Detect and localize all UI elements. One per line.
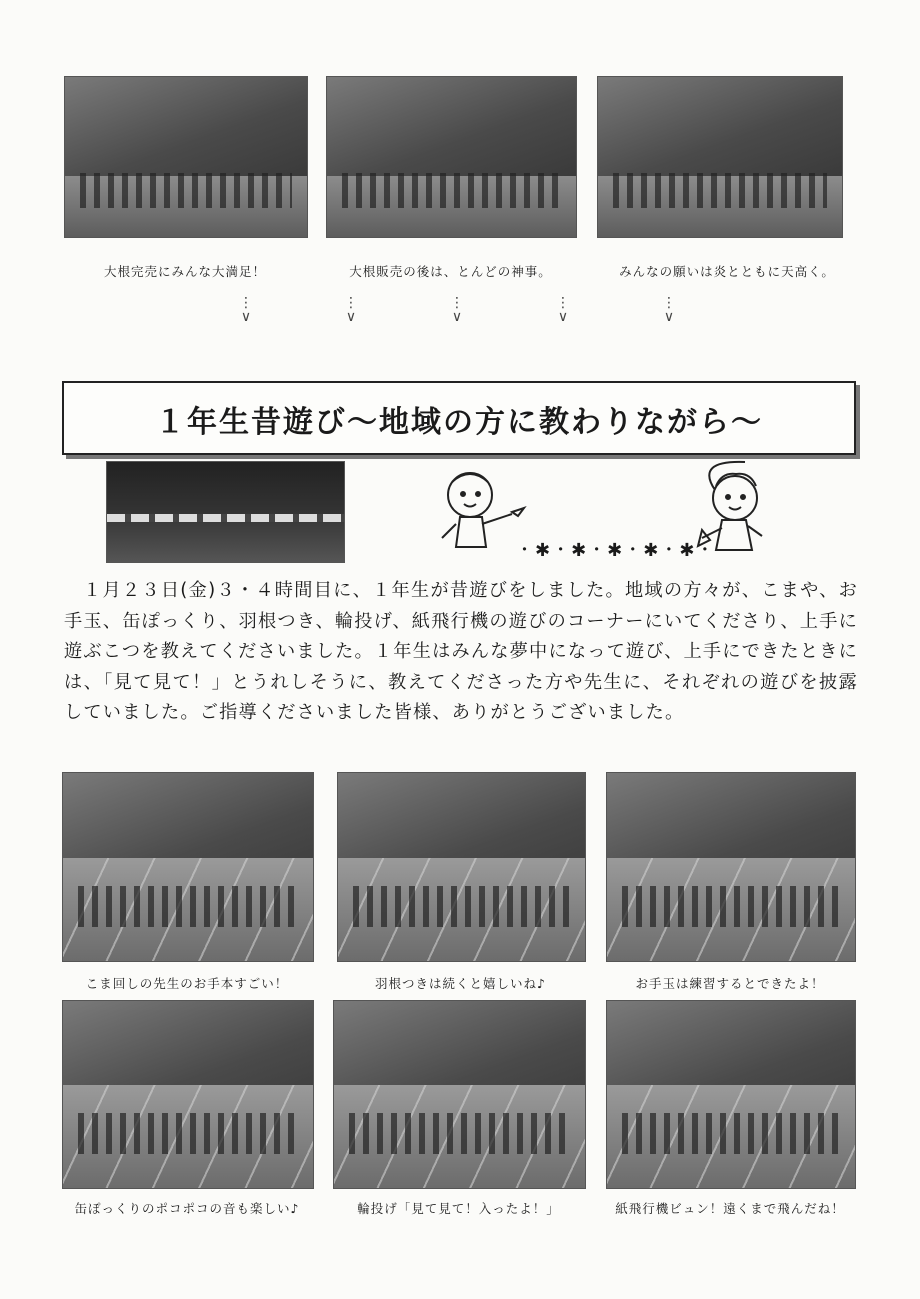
caption-bottom-3: お手玉は練習するとできたよ！ [635, 976, 825, 991]
photo-kanpokkuri [62, 1000, 314, 1189]
caption-top-1: 大根完売にみんな大満足！ [103, 264, 266, 279]
footprint-icon: ⋮ ∨ [344, 295, 358, 325]
photo-fire [597, 76, 843, 238]
caption-top-2: 大根販売の後は、とんどの神事。 [349, 264, 552, 279]
section-title: １年生昔遊び～地域の方に教わりながら～ [155, 405, 763, 440]
caption-bottom-2: 羽根つきは続くと嬉しいね♪ [375, 976, 546, 991]
photo-otedama [606, 772, 856, 962]
photo-daikon-sold-out [64, 76, 308, 238]
photo-hanetsuki [337, 772, 586, 962]
article-body: １月２３日(金)３・４時間目に、１年生が昔遊びをしました。地域の方々が、こまや、お手玉、缶ぽっくり、羽根つき、輪投げ、紙飛行機の遊びのコーナーにいてくださり、上手に遊ぶこつを教えてくださいました。１年生はみんな夢中になって遊び、上手にできたときには、「見て見て！」とうれしそうに、教えてくださった方や先生に、それぞれの遊びを披露していました。ご指導くださいました皆様、ありがとうございました。 [64, 580, 858, 724]
caption-bottom-1: こま回しの先生のお手本すごい！ [85, 976, 289, 991]
photo-wanage [333, 1000, 586, 1189]
caption-bottom-6: 紙飛行機ビュン！遠くまで飛んだね！ [615, 1201, 845, 1216]
photo-tondo-ritual [326, 76, 577, 238]
footprint-icon: ⋮ ∨ [556, 295, 570, 325]
section-title-box [62, 381, 856, 455]
footprint-icon: ⋮ ∨ [662, 295, 676, 325]
photo-gym-overview [106, 461, 345, 563]
caption-bottom-5: 輪投げ「見て見て！入ったよ！」 [357, 1201, 560, 1216]
photo-kamihikouki [606, 1000, 856, 1189]
caption-bottom-4: 缶ぽっくりのポコポコの音も楽しい♪ [74, 1201, 300, 1216]
footprint-icon: ⋮ ∨ [450, 295, 464, 325]
photo-koma [62, 772, 314, 962]
caption-top-3: みんなの願いは炎とともに天高く。 [619, 264, 835, 279]
dot-line-decoration: ･✱･✱･✱･✱･✱･ [520, 540, 716, 561]
footprint-icon: ⋮ ∨ [239, 295, 253, 325]
